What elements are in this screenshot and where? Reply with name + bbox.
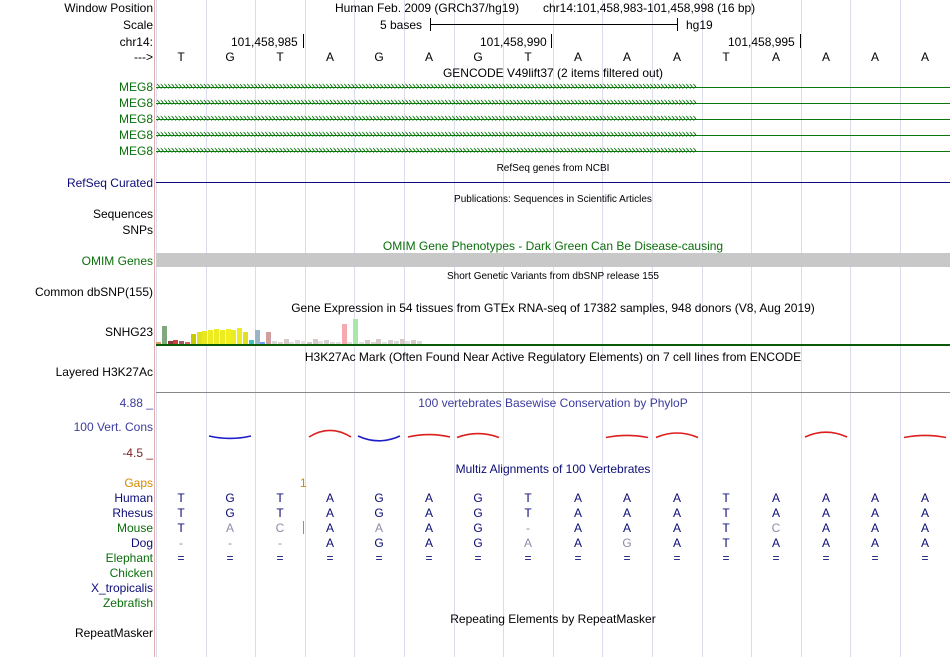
alignment-base: T	[524, 491, 532, 505]
alignment-base: A	[821, 491, 830, 505]
gtex-tissue-bar[interactable]	[191, 334, 196, 344]
refseq-label[interactable]: RefSeq Curated	[66, 176, 153, 190]
alignment-base: G	[225, 506, 235, 520]
chrom-label: chr14:	[119, 35, 153, 49]
alignment-base: C	[771, 521, 781, 535]
alignment-base: T	[177, 521, 185, 535]
alignment-base: =	[375, 551, 383, 565]
gtex-tissue-bar[interactable]	[162, 326, 167, 344]
alignment-base: T	[722, 536, 730, 550]
dna-base: T	[276, 50, 284, 64]
phylop-value-mark	[805, 429, 847, 439]
omim-gene-feature[interactable]	[156, 253, 950, 267]
dbsnp-track-title[interactable]: Short Genetic Variants from dbSNP release 155	[447, 271, 659, 282]
scale-bar-right-cap	[677, 18, 678, 31]
scale-label: Scale	[122, 18, 153, 32]
phylop-min-label: -4.5 _	[122, 446, 153, 460]
phylop-value-mark	[358, 436, 400, 446]
alignment-base: A	[771, 506, 780, 520]
alignment-base: G	[473, 491, 483, 505]
gtex-tissue-bar[interactable]	[353, 319, 358, 344]
multiz-track-title[interactable]: Multiz Alignments of 100 Vertebrates	[455, 462, 651, 476]
strand-arrows: ››››››››››››››››››››››››››››››››››››››››››››››››››››››››››››››››››››››››››››››››››››››››››››››››››››››››››››››››››››››››››››››››››››››››››››››››››››››	[156, 80, 696, 93]
scale-db: hg19	[686, 18, 713, 32]
alignment-base: -	[179, 536, 183, 550]
dna-base: T	[722, 50, 730, 64]
alignment-base: A	[325, 491, 334, 505]
alignment-base: G	[374, 506, 384, 520]
alignment-base: =	[673, 551, 681, 565]
gencode-track-title[interactable]: GENCODE V49lift37 (2 items filtered out)	[442, 66, 664, 80]
gene-label-meg8[interactable]: MEG8	[118, 80, 153, 94]
dna-base: T	[177, 50, 185, 64]
strand-arrows: ››››››››››››››››››››››››››››››››››››››››››››››››››››››››››››››››››››››››››››››››››››››››››››››››››››››››››››››››››››››››››››››››››››››››››››››››››››››	[156, 128, 696, 141]
species-label-mouse[interactable]: Mouse	[116, 521, 153, 535]
species-label-rhesus[interactable]: Rhesus	[112, 506, 153, 520]
alignment-base: A	[920, 491, 929, 505]
snps-label[interactable]: SNPs	[122, 223, 153, 237]
phylop-value-mark	[408, 433, 450, 439]
alignment-base: G	[374, 491, 384, 505]
species-label-chicken[interactable]: Chicken	[109, 566, 153, 580]
ruler-tick-label: 101,458,990	[480, 35, 547, 49]
alignment-base: T	[177, 506, 185, 520]
snhg23-gene-line[interactable]	[156, 344, 950, 346]
ruler-tick	[800, 34, 801, 48]
h3k27ac-track-title[interactable]: H3K27Ac Mark (Often Found Near Active Regulatory Elements) on 7 cell lines from ENCODE	[304, 350, 802, 364]
gtex-track-title[interactable]: Gene Expression in 54 tissues from GTEx RNA-seq of 17382 samples, 948 donors (V8, Aug 2019)	[291, 301, 815, 315]
dna-base: A	[920, 50, 929, 64]
phylop-value-mark	[209, 436, 251, 442]
strand-label: --->	[134, 50, 153, 64]
cons-label[interactable]: 100 Vert. Cons	[73, 420, 153, 434]
meg8-transcript[interactable]	[156, 96, 950, 110]
dna-base: A	[821, 50, 830, 64]
scale-bar-left-cap	[430, 18, 431, 31]
omim-label[interactable]: OMIM Genes	[81, 254, 153, 268]
alignment-base: A	[771, 491, 780, 505]
assembly-title: Human Feb. 2009 (GRCh37/hg19)	[335, 1, 520, 15]
alignment-base: A	[672, 506, 681, 520]
gtex-tissue-bar[interactable]	[220, 330, 225, 344]
alignment-base: T	[722, 521, 730, 535]
label-column-border	[154, 0, 155, 657]
gtex-tissue-bar[interactable]	[266, 332, 271, 344]
alignment-base: T	[276, 506, 284, 520]
alignment-base: G	[473, 536, 483, 550]
alignment-base: G	[225, 491, 235, 505]
dna-base: A	[870, 50, 879, 64]
alignment-base: A	[225, 521, 234, 535]
alignment-base: =	[623, 551, 631, 565]
alignment-base: T	[722, 491, 730, 505]
alignment-base: A	[622, 506, 631, 520]
alignment-base: =	[177, 551, 185, 565]
alignment-base: A	[920, 506, 929, 520]
alignment-base: A	[424, 536, 433, 550]
meg8-transcript[interactable]	[156, 80, 950, 94]
alignment-base: =	[574, 551, 582, 565]
dna-base: G	[473, 50, 483, 64]
repeatmasker-label[interactable]: RepeatMasker	[74, 626, 153, 640]
meg8-transcript[interactable]	[156, 144, 950, 158]
alignment-base: =	[822, 551, 830, 565]
gtex-tissue-bar[interactable]	[231, 330, 236, 344]
alignment-base: A	[424, 506, 433, 520]
alignment-base: T	[722, 506, 730, 520]
gene-label-meg8[interactable]: MEG8	[118, 112, 153, 126]
alignment-base: T	[276, 491, 284, 505]
alignment-base: =	[921, 551, 929, 565]
alignment-base: =	[722, 551, 730, 565]
phylop-value-mark	[457, 431, 499, 440]
ruler-tick	[551, 34, 552, 48]
alignment-base: =	[524, 551, 532, 565]
gtex-tissue-bar[interactable]	[208, 330, 213, 344]
alignment-base: G	[374, 536, 384, 550]
alignment-base: C	[275, 521, 285, 535]
meg8-transcript[interactable]	[156, 128, 950, 142]
alignment-base: =	[474, 551, 482, 565]
alignment-base: A	[672, 491, 681, 505]
gaps-label[interactable]: Gaps	[124, 476, 153, 490]
alignment-base: A	[573, 536, 582, 550]
sequences-label[interactable]: Sequences	[92, 207, 153, 221]
gtex-tissue-bar[interactable]	[237, 328, 242, 344]
h3k27ac-label[interactable]: Layered H3K27Ac	[55, 365, 153, 379]
alignment-base: A	[771, 536, 780, 550]
alignment-base: =	[772, 551, 780, 565]
gap-count: 1	[300, 476, 307, 490]
dna-base: A	[573, 50, 582, 64]
snhg23-label[interactable]: SNHG23	[104, 325, 153, 339]
alignment-base: A	[870, 521, 879, 535]
species-label-human[interactable]: Human	[114, 491, 153, 505]
alignment-base: -	[228, 536, 232, 550]
gtex-tissue-bar[interactable]	[243, 332, 248, 344]
dna-base: A	[622, 50, 631, 64]
alignment-base: -	[278, 536, 282, 550]
phylop-max-label: 4.88 _	[119, 396, 153, 410]
alignment-base: =	[276, 551, 284, 565]
refseq-track-title[interactable]: RefSeq genes from NCBI	[496, 163, 610, 174]
alignment-base: A	[870, 491, 879, 505]
dna-base: A	[325, 50, 334, 64]
phylop-value-mark	[904, 434, 946, 440]
strand-arrows: ››››››››››››››››››››››››››››››››››››››››››››››››››››››››››››››››››››››››››››››››››››››››››››››››››››››››››››››››››››››››››››››››››››››››››››››››››››››	[156, 144, 696, 157]
ruler-tick-label: 101,458,985	[231, 35, 298, 49]
repeatmasker-track-title[interactable]: Repeating Elements by RepeatMasker	[450, 612, 656, 626]
meg8-transcript[interactable]	[156, 112, 950, 126]
strand-arrows: ››››››››››››››››››››››››››››››››››››››››››››››››››››››››››››››››››››››››››››››››››››››››››››››››››››››››››››››››››››››››››››››››››››››››››››››››››››››	[156, 112, 696, 125]
common-dbsnp-label[interactable]: Common dbSNP(155)	[34, 285, 153, 299]
gene-label-meg8[interactable]: MEG8	[118, 96, 153, 110]
alignment-base: A	[821, 536, 830, 550]
phylop-value-mark	[656, 430, 698, 440]
alignment-base: A	[821, 521, 830, 535]
dna-base: A	[672, 50, 681, 64]
alignment-base: A	[821, 506, 830, 520]
window-position-label: Window Position	[64, 1, 153, 15]
species-label-zebrafish[interactable]: Zebrafish	[102, 596, 153, 610]
ruler-tick-label: 101,458,995	[728, 35, 795, 49]
phylop-track-title[interactable]: 100 vertebrates Basewise Conservation by PhyloP	[418, 396, 688, 410]
species-label-dog[interactable]: Dog	[130, 536, 153, 550]
strand-arrows: ››››››››››››››››››››››››››››››››››››››››››››››››››››››››››››››››››››››››››››››››››››››››››››››››››››››››››››››››››››››››››››››››››››››››››››››››››››››	[156, 96, 696, 109]
dna-base: G	[374, 50, 384, 64]
alignment-base: A	[870, 506, 879, 520]
alignment-base: G	[622, 536, 632, 550]
scale-bar	[430, 24, 677, 25]
alignment-base: =	[226, 551, 234, 565]
publications-track-title[interactable]: Publications: Sequences in Scientific Articles	[454, 194, 652, 205]
alignment-base: A	[573, 521, 582, 535]
alignment-base: -	[526, 521, 530, 535]
alignment-base: G	[473, 506, 483, 520]
alignment-base: T	[524, 506, 532, 520]
scale-text: 5 bases	[380, 18, 423, 32]
alignment-base: A	[920, 521, 929, 535]
alignment-base: T	[177, 491, 185, 505]
alignment-base: A	[424, 491, 433, 505]
alignment-base: A	[325, 521, 334, 535]
phylop-value-mark	[606, 434, 648, 440]
alignment-base: A	[672, 536, 681, 550]
alignment-base: A	[325, 536, 334, 550]
position-readout: chr14:101,458,983-101,458,998 (16 bp)	[543, 1, 756, 15]
dna-base: A	[424, 50, 433, 64]
alignment-base: =	[871, 551, 879, 565]
alignment-base: A	[523, 536, 532, 550]
ruler-tick	[303, 34, 304, 48]
alignment-base: A	[870, 536, 879, 550]
refseq-gene-feature[interactable]	[156, 182, 950, 183]
gtex-tissue-bar[interactable]	[342, 324, 347, 344]
alignment-base: A	[672, 521, 681, 535]
alignment-base: A	[424, 521, 433, 535]
gene-label-meg8[interactable]: MEG8	[118, 128, 153, 142]
gtex-tissue-bar[interactable]	[214, 329, 219, 344]
dna-base: T	[524, 50, 532, 64]
dna-base: G	[225, 50, 235, 64]
alignment-base: A	[622, 491, 631, 505]
gene-label-meg8[interactable]: MEG8	[118, 144, 153, 158]
alignment-base: A	[374, 521, 383, 535]
gap-marker	[303, 521, 304, 534]
gtex-tissue-bar[interactable]	[202, 331, 207, 344]
h3k27ac-baseline	[156, 392, 950, 393]
phylop-value-mark	[309, 426, 351, 439]
alignment-base: A	[622, 521, 631, 535]
alignment-base: A	[325, 506, 334, 520]
alignment-base: =	[326, 551, 334, 565]
dna-base: A	[771, 50, 780, 64]
alignment-base: =	[425, 551, 433, 565]
omim-track-title[interactable]: OMIM Gene Phenotypes - Dark Green Can Be Disease-causing	[382, 239, 724, 253]
alignment-base: G	[473, 521, 483, 535]
alignment-base: A	[573, 491, 582, 505]
species-label-x-tropicalis[interactable]: X_tropicalis	[90, 581, 153, 595]
alignment-base: A	[573, 506, 582, 520]
species-label-elephant[interactable]: Elephant	[105, 551, 153, 565]
alignment-base: A	[920, 536, 929, 550]
